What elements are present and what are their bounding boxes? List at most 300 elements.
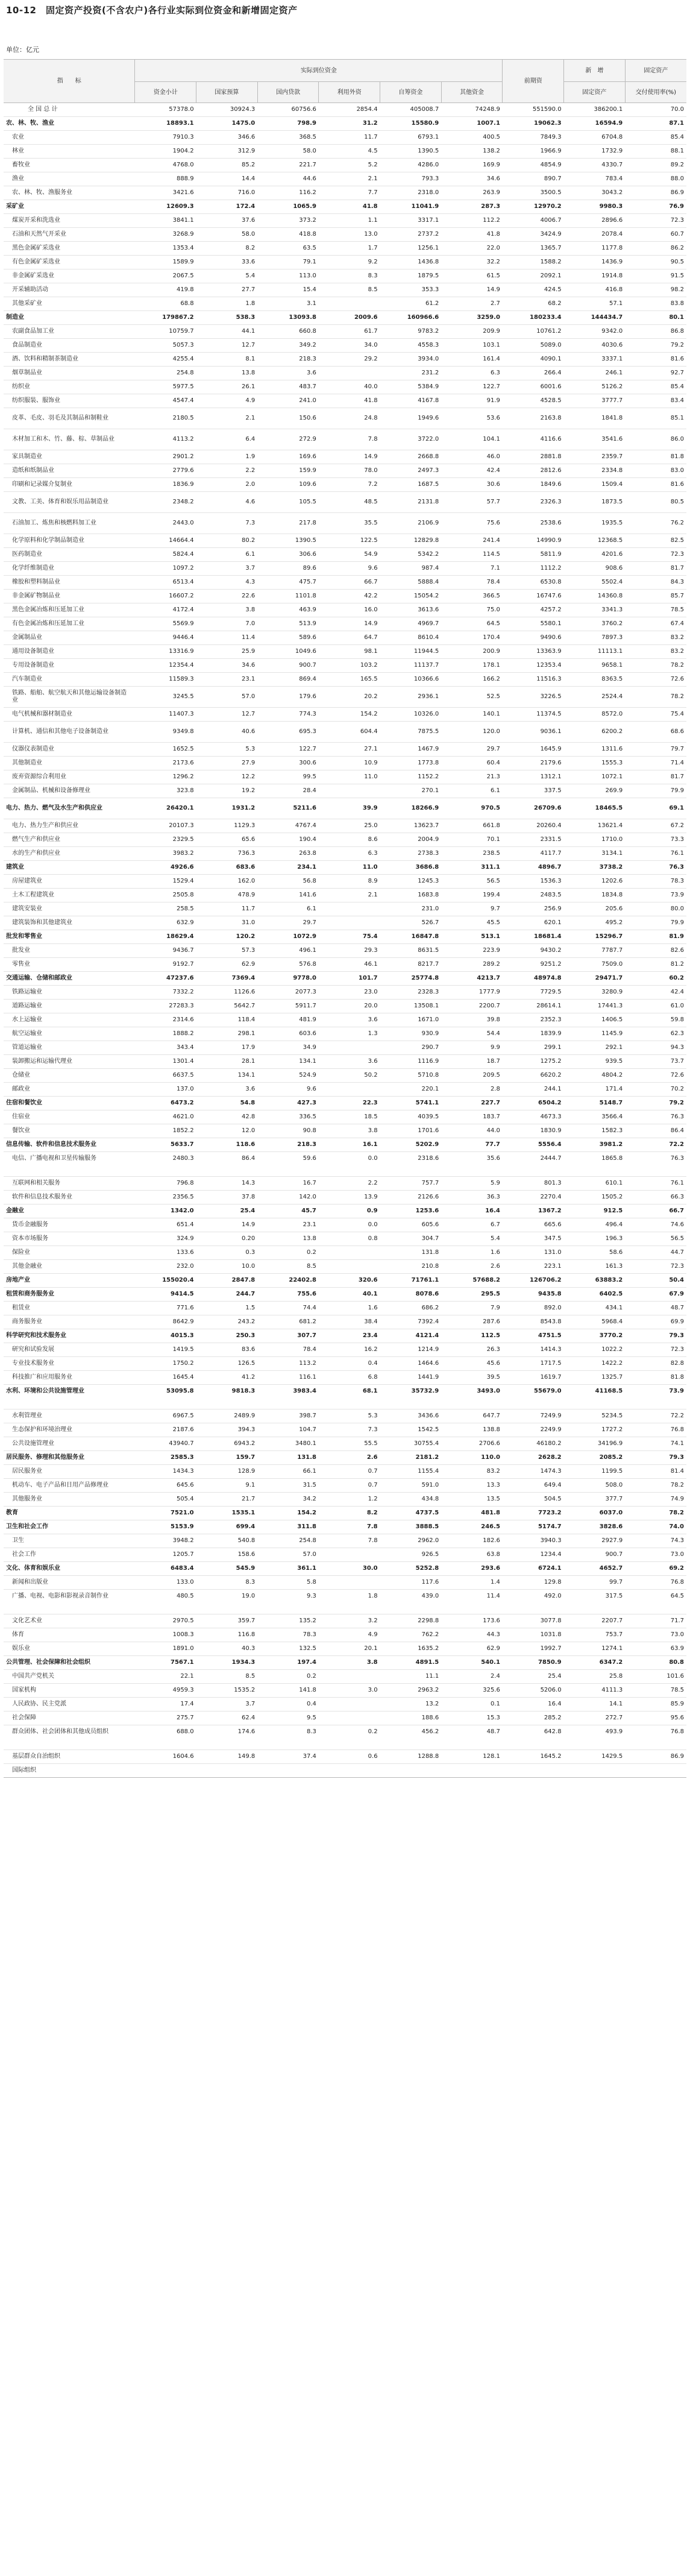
cell-value: 46.1 [319, 958, 380, 972]
cell-value: 1865.8 [564, 1152, 626, 1166]
table-row [4, 603, 686, 617]
cell-value: 36.3 [441, 1191, 503, 1205]
cell-value: 65.6 [196, 833, 258, 847]
table-row [4, 1069, 686, 1083]
cell-value: 5502.4 [564, 576, 626, 590]
cell-value: 492.0 [503, 1590, 564, 1604]
cell-value: 2524.4 [564, 687, 626, 708]
cell-value [319, 1670, 380, 1684]
cell-value: 57.0 [257, 1548, 319, 1562]
cell-value: 3.1 [257, 297, 319, 311]
cell-value: 16594.9 [564, 117, 626, 131]
cell-value: 3.2 [319, 1614, 380, 1628]
cell-value: 2131.8 [380, 492, 442, 513]
cell-value: 1582.3 [564, 1124, 626, 1138]
cell-value: 1.6 [441, 1246, 503, 1260]
cell-value: 77.7 [441, 1138, 503, 1152]
cell-value [319, 1398, 380, 1409]
cell-value: 29471.7 [564, 972, 626, 986]
cell-value: 647.7 [441, 1409, 503, 1423]
cell-value: 2489.9 [196, 1409, 258, 1423]
cell-value: 42.2 [319, 590, 380, 603]
cell-value: 1152.2 [380, 770, 442, 784]
cell-value: 2077.3 [257, 986, 319, 1000]
table-row [4, 103, 686, 117]
cell-value: 94.3 [625, 1041, 686, 1055]
cell-value: 80.2 [196, 534, 258, 548]
cell-value: 2737.2 [380, 228, 442, 242]
table-row [4, 1764, 686, 1778]
cell-value: 14.4 [196, 172, 258, 186]
table-row [4, 1343, 686, 1357]
cell-value: 122.5 [319, 534, 380, 548]
cell-value: 131.0 [503, 1246, 564, 1260]
cell-value: 42.4 [441, 464, 503, 478]
cell-value: 2334.8 [564, 464, 626, 478]
cell-value: 2.2 [196, 464, 258, 478]
cell-value: 81.8 [625, 450, 686, 464]
cell-value: 5.3 [196, 743, 258, 757]
cell-value: 11589.3 [135, 673, 196, 687]
table-row [4, 492, 686, 513]
table-row [4, 875, 686, 889]
cell-value: 346.6 [196, 131, 258, 145]
cell-value: 110.0 [441, 1451, 503, 1465]
cell-value: 589.6 [257, 631, 319, 645]
cell-value: 197.4 [257, 1656, 319, 1670]
cell-value: 2326.3 [503, 492, 564, 513]
cell-value: 1645.9 [503, 743, 564, 757]
cell-value: 8.9 [319, 875, 380, 889]
row-label: 仓储业 [4, 1069, 135, 1083]
table-row [4, 930, 686, 944]
cell-value: 62.3 [625, 1027, 686, 1041]
cell-value: 1992.7 [503, 1642, 564, 1656]
cell-value: 373.2 [257, 214, 319, 228]
cell-value [319, 916, 380, 930]
cell-value: 78.5 [625, 1684, 686, 1698]
cell-value: 5126.2 [564, 380, 626, 394]
cell-value: 285.2 [503, 1712, 564, 1725]
cell-value: 6.1 [441, 784, 503, 798]
table-row [4, 1520, 686, 1534]
cell-value: 209.5 [441, 1069, 503, 1083]
cell-value [380, 1398, 442, 1409]
cell-value: 5252.8 [380, 1562, 442, 1576]
cell-value: 7897.3 [564, 631, 626, 645]
cell-value: 8078.6 [380, 1288, 442, 1302]
cell-value: 13621.4 [564, 819, 626, 833]
cell-value: 2270.4 [503, 1191, 564, 1205]
row-label: 租赁和商务服务业 [4, 1288, 135, 1302]
cell-value: 1008.3 [135, 1628, 196, 1642]
cell-value: 1830.9 [503, 1124, 564, 1138]
cell-value: 68.6 [625, 722, 686, 743]
row-label: 非金属矿物制品业 [4, 590, 135, 603]
row-label: 医药制造业 [4, 548, 135, 562]
cell-value: 576.8 [257, 958, 319, 972]
row-label: 橡胶和塑料制品业 [4, 576, 135, 590]
cell-value: 5642.7 [196, 1000, 258, 1013]
cell-value: 300.6 [257, 757, 319, 770]
cell-value: 4113.2 [135, 429, 196, 450]
cell-value: 427.3 [257, 1097, 319, 1110]
cell-value [625, 1739, 686, 1750]
cell-value: 1474.3 [503, 1465, 564, 1479]
cell-value: 263.8 [257, 847, 319, 861]
cell-value: 76.8 [625, 1725, 686, 1739]
cell-value: 755.6 [257, 1288, 319, 1302]
row-label: 黑色金属矿采选业 [4, 242, 135, 256]
cell-value: 2181.2 [380, 1451, 442, 1465]
cell-value: 199.4 [441, 889, 503, 902]
cell-value: 3.6 [196, 1083, 258, 1097]
cell-value [196, 1165, 258, 1177]
cell-value: 258.5 [135, 902, 196, 916]
cell-value: 9.3 [257, 1590, 319, 1604]
cell-value: 4255.4 [135, 353, 196, 367]
cell-value: 493.9 [564, 1725, 626, 1739]
cell-value: 72.3 [625, 1343, 686, 1357]
row-label: 农、林、牧、渔服务业 [4, 186, 135, 200]
cell-value: 699.4 [196, 1520, 258, 1534]
cell-value: 13316.9 [135, 645, 196, 659]
row-label: 基层群众自治组织 [4, 1750, 135, 1764]
cell-value: 2854.4 [319, 103, 380, 117]
cell-value: 10.9 [319, 757, 380, 770]
row-label: 化学原料和化学制品制造业 [4, 534, 135, 548]
cell-value: 158.6 [196, 1548, 258, 1562]
row-label: 广播、电视、电影和影视录音制作业 [4, 1590, 135, 1604]
data-table [4, 59, 686, 1778]
table-row [4, 228, 686, 242]
cell-value: 210.8 [380, 1260, 442, 1274]
cell-value: 7849.3 [503, 131, 564, 145]
cell-value: 68.8 [135, 297, 196, 311]
cell-value: 695.3 [257, 722, 319, 743]
cell-value: 154.2 [319, 708, 380, 722]
cell-value: 217.8 [257, 513, 319, 534]
cell-value: 57688.2 [441, 1274, 503, 1288]
cell-value: 76.3 [625, 1152, 686, 1166]
cell-value [257, 1165, 319, 1177]
cell-value: 62.9 [441, 1642, 503, 1656]
cell-value: 3268.9 [135, 228, 196, 242]
cell-value: 11.4 [196, 631, 258, 645]
row-label: 机动车、电子产品和日用产品修理业 [4, 1479, 135, 1493]
cell-value: 2187.6 [135, 1423, 196, 1437]
cell-value: 2298.8 [380, 1614, 442, 1628]
cell-value: 179867.2 [135, 311, 196, 325]
cell-value: 183.7 [441, 1110, 503, 1124]
cell-value: 218.3 [257, 1138, 319, 1152]
cell-value: 2936.1 [380, 687, 442, 708]
cell-value: 161.4 [441, 353, 503, 367]
cell-value: 122.7 [441, 380, 503, 394]
cell-value: 1275.2 [503, 1055, 564, 1069]
cell-value: 41.8 [441, 228, 503, 242]
row-label: 货币金融服务 [4, 1218, 135, 1232]
page-title: 10-12 固定资产投资(不含农户)各行业实际到位资金和新增固定资产 [6, 5, 298, 16]
cell-value: 134.1 [196, 1069, 258, 1083]
cell-value: 400.5 [441, 131, 503, 145]
cell-value [257, 1398, 319, 1409]
cell-value: 11.0 [319, 770, 380, 784]
cell-value: 29.7 [441, 743, 503, 757]
cell-value: 7.8 [319, 429, 380, 450]
cell-value: 1.9 [196, 450, 258, 464]
cell-value: 2106.9 [380, 513, 442, 534]
cell-value: 11407.3 [135, 708, 196, 722]
cell-value: 9342.0 [564, 325, 626, 339]
cell-value: 269.9 [564, 784, 626, 798]
row-label: 文化、体育和娱乐业 [4, 1562, 135, 1576]
cell-value: 1935.5 [564, 513, 626, 534]
cell-value: 55679.0 [503, 1385, 564, 1399]
cell-value: 4117.7 [503, 847, 564, 861]
row-label [4, 1165, 135, 1177]
cell-value: 8.6 [319, 833, 380, 847]
cell-value: 3.8 [319, 1124, 380, 1138]
cell-value: 2668.8 [380, 450, 442, 464]
cell-value: 1429.5 [564, 1750, 626, 1764]
cell-value: 496.4 [564, 1218, 626, 1232]
cell-value: 16847.8 [380, 930, 442, 944]
cell-value: 16607.2 [135, 590, 196, 603]
cell-value: 28614.1 [503, 1000, 564, 1013]
cell-value: 892.0 [503, 1302, 564, 1315]
cell-value: 9778.0 [257, 972, 319, 986]
row-label: 科技推广和应用服务业 [4, 1371, 135, 1385]
cell-value: 81.2 [625, 958, 686, 972]
cell-value [503, 1764, 564, 1778]
cell-value: 8642.9 [135, 1315, 196, 1329]
table-row [4, 798, 686, 819]
cell-value: 86.9 [625, 186, 686, 200]
cell-value: 266.4 [503, 367, 564, 380]
header-foreign-capital: 利用外资 [319, 82, 380, 103]
header-prior-balance: 前期资 [503, 60, 564, 103]
cell-value: 5.9 [441, 1177, 503, 1191]
cell-value: 939.5 [564, 1055, 626, 1069]
table-row [4, 478, 686, 492]
cell-value [257, 1603, 319, 1614]
cell-value: 8572.0 [564, 708, 626, 722]
cell-value: 20107.3 [135, 819, 196, 833]
cell-value: 14.9 [319, 450, 380, 464]
cell-value: 26709.6 [503, 798, 564, 819]
cell-value: 545.9 [196, 1562, 258, 1576]
cell-value: 2779.6 [135, 464, 196, 478]
cell-value: 0.4 [257, 1698, 319, 1712]
cell-value: 68.2 [503, 297, 564, 311]
cell-value: 6347.2 [564, 1656, 626, 1670]
cell-value: 54.8 [196, 1097, 258, 1110]
cell-value: 642.8 [503, 1725, 564, 1739]
cell-value [503, 1165, 564, 1177]
cell-value: 1199.5 [564, 1465, 626, 1479]
cell-value: 98.2 [625, 283, 686, 297]
table-row [4, 1329, 686, 1343]
table-row [4, 339, 686, 353]
cell-value: 5202.9 [380, 1138, 442, 1152]
cell-value: 306.6 [257, 548, 319, 562]
cell-value: 90.8 [257, 1124, 319, 1138]
cell-value: 67.2 [625, 819, 686, 833]
cell-value: 2927.9 [564, 1534, 626, 1548]
cell-value: 238.5 [441, 847, 503, 861]
cell-value: 377.7 [564, 1493, 626, 1507]
cell-value: 43940.7 [135, 1437, 196, 1451]
cell-value: 63.5 [257, 242, 319, 256]
cell-value: 25.4 [503, 1670, 564, 1684]
cell-value: 101.6 [625, 1670, 686, 1684]
cell-value: 930.9 [380, 1027, 442, 1041]
cell-value: 6943.2 [196, 1437, 258, 1451]
cell-value: 92.7 [625, 367, 686, 380]
cell-value: 2483.5 [503, 889, 564, 902]
row-label: 皮革、毛皮、羽毛及其制品和制鞋业 [4, 408, 135, 429]
cell-value [135, 1398, 196, 1409]
cell-value: 70.1 [441, 833, 503, 847]
cell-value: 368.5 [257, 131, 319, 145]
cell-value: 3983.4 [257, 1385, 319, 1399]
cell-value: 73.0 [625, 1628, 686, 1642]
cell-value: 31.2 [319, 117, 380, 131]
cell-value: 40.1 [319, 1288, 380, 1302]
row-label: 电信、广播电视和卫星传输服务 [4, 1152, 135, 1166]
cell-value: 45.6 [441, 1357, 503, 1371]
table-row [4, 131, 686, 145]
cell-value: 11113.1 [564, 645, 626, 659]
cell-value: 1836.9 [135, 478, 196, 492]
row-label: 批发业 [4, 944, 135, 958]
cell-value: 3738.2 [564, 861, 626, 875]
cell-value: 71761.1 [380, 1274, 442, 1288]
cell-value: 8.5 [257, 1260, 319, 1274]
cell-value: 29.7 [257, 916, 319, 930]
cell-value: 3983.2 [135, 847, 196, 861]
cell-value: 783.4 [564, 172, 626, 186]
cell-value: 2163.8 [503, 408, 564, 429]
cell-value: 57.3 [196, 944, 258, 958]
row-label: 制造业 [4, 311, 135, 325]
cell-value: 3566.4 [564, 1110, 626, 1124]
cell-value: 2359.7 [564, 450, 626, 464]
row-label: 电力、热力生产和供应业 [4, 819, 135, 833]
cell-value: 91.5 [625, 269, 686, 283]
cell-value: 987.4 [380, 562, 442, 576]
row-label: 住宿业 [4, 1110, 135, 1124]
cell-value: 1441.9 [380, 1371, 442, 1385]
cell-value: 7369.4 [196, 972, 258, 986]
cell-value: 4015.3 [135, 1329, 196, 1343]
cell-value: 4257.2 [503, 603, 564, 617]
cell-value: 72.3 [625, 548, 686, 562]
cell-value: 234.1 [257, 861, 319, 875]
header-ratio-group: 固定资产 [625, 60, 686, 82]
cell-value: 1.7 [319, 242, 380, 256]
table-row [4, 902, 686, 916]
cell-value: 82.5 [625, 534, 686, 548]
cell-value: 138.2 [441, 145, 503, 159]
cell-value: 1888.2 [135, 1027, 196, 1041]
cell-value: 69.2 [625, 1562, 686, 1576]
cell-value: 2085.2 [564, 1451, 626, 1465]
cell-value: 478.9 [196, 889, 258, 902]
cell-value: 1390.5 [257, 534, 319, 548]
cell-value: 4167.8 [380, 394, 442, 408]
cell-value: 2847.8 [196, 1274, 258, 1288]
table-row [4, 1385, 686, 1399]
cell-value: 10.0 [196, 1260, 258, 1274]
cell-value: 1112.2 [503, 562, 564, 576]
cell-value: 34.6 [441, 172, 503, 186]
cell-value: 169.6 [257, 450, 319, 464]
table-row [4, 450, 686, 464]
cell-value: 71.4 [625, 757, 686, 770]
row-label: 电力、热力、燃气及水生产和供应业 [4, 798, 135, 819]
cell-value: 9.5 [257, 1712, 319, 1725]
cell-value: 243.2 [196, 1315, 258, 1329]
row-label: 研究和试验发展 [4, 1343, 135, 1357]
cell-value: 14990.9 [503, 534, 564, 548]
cell-value: 4896.7 [503, 861, 564, 875]
cell-value: 2314.6 [135, 1013, 196, 1027]
cell-value: 149.8 [196, 1750, 258, 1764]
cell-value: 16.0 [319, 603, 380, 617]
cell-value: 5.2 [319, 159, 380, 172]
cell-value [319, 1712, 380, 1725]
cell-value [319, 1698, 380, 1712]
cell-value [625, 1603, 686, 1614]
row-label: 水利、环境和公共设施管理业 [4, 1385, 135, 1399]
table-row [4, 576, 686, 590]
cell-value: 1.8 [319, 1590, 380, 1604]
table-row [4, 617, 686, 631]
cell-value: 30755.4 [380, 1437, 442, 1451]
cell-value: 3341.3 [564, 603, 626, 617]
cell-value: 5580.1 [503, 617, 564, 631]
cell-value: 66.3 [625, 1191, 686, 1205]
cell-value: 59.8 [625, 1013, 686, 1027]
cell-value: 98.1 [319, 645, 380, 659]
cell-value: 651.4 [135, 1218, 196, 1232]
cell-value [564, 1764, 626, 1778]
cell-value: 513.1 [441, 930, 503, 944]
cell-value: 7.2 [319, 478, 380, 492]
cell-value: 4751.5 [503, 1329, 564, 1343]
cell-value: 73.0 [625, 1548, 686, 1562]
cell-value: 5089.0 [503, 339, 564, 353]
cell-value: 2585.3 [135, 1451, 196, 1465]
cell-value [319, 297, 380, 311]
cell-value: 6530.8 [503, 576, 564, 590]
table-row [4, 1628, 686, 1642]
cell-value: 60.2 [625, 972, 686, 986]
cell-value: 1007.1 [441, 117, 503, 131]
cell-value: 481.8 [441, 1507, 503, 1520]
cell-value: 220.1 [380, 1083, 442, 1097]
cell-value: 5384.9 [380, 380, 442, 394]
cell-value: 890.7 [503, 172, 564, 186]
cell-value: 74.6 [625, 1218, 686, 1232]
cell-value: 4.5 [319, 145, 380, 159]
cell-value: 58.0 [257, 145, 319, 159]
row-label: 交通运输、仓储和邮政业 [4, 972, 135, 986]
cell-value: 4116.6 [503, 429, 564, 450]
cell-value: 4172.4 [135, 603, 196, 617]
